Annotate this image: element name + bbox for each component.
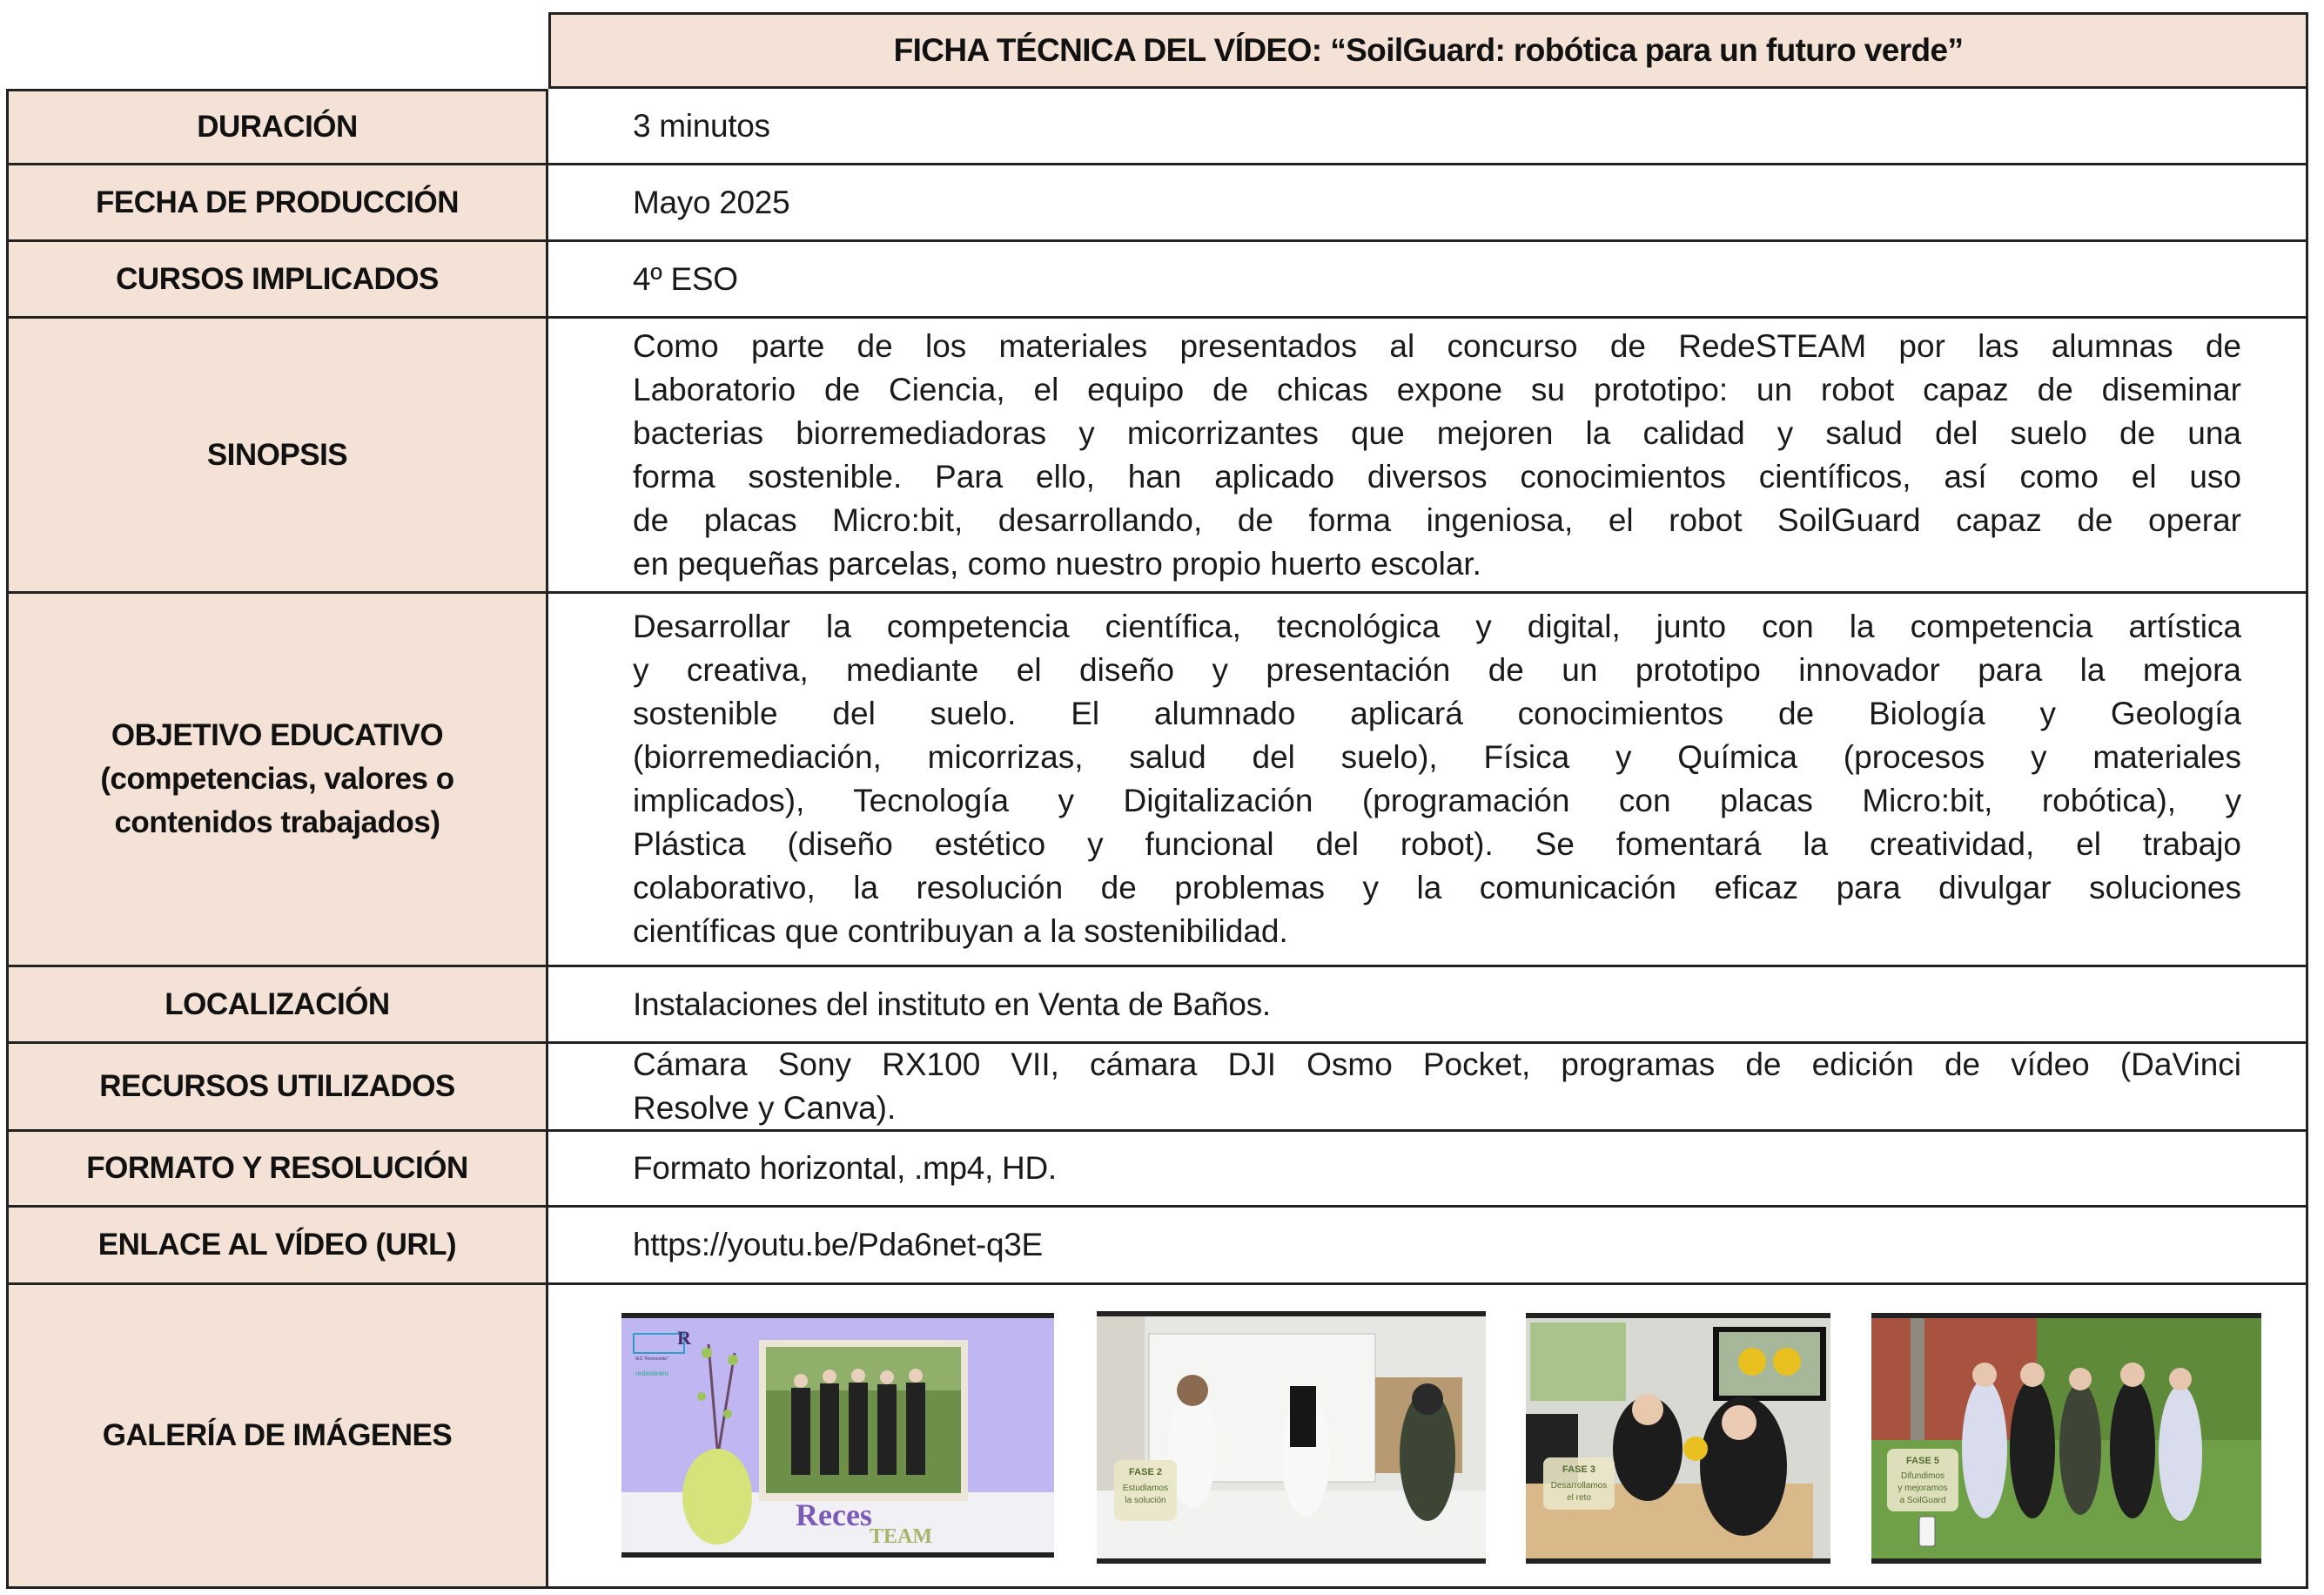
label-text: ENLACE AL VÍDEO (URL) bbox=[97, 1228, 457, 1262]
label-objetivo bbox=[6, 594, 548, 967]
label-galeria bbox=[6, 1285, 548, 1589]
svg-text:R: R bbox=[677, 1327, 691, 1349]
resources-paragraph bbox=[633, 1043, 2241, 1130]
table-title-cell bbox=[548, 12, 2308, 89]
phase-caption: Desarrollamos bbox=[1550, 1481, 1608, 1491]
table-title: FICHA TÉCNICA DEL VÍDEO: “SoilGuard: robótica para un futuro verde” bbox=[893, 32, 1964, 68]
synopsis-line: en pequeñas parcelas, como nuestro propio huerto escolar. bbox=[633, 545, 1481, 582]
label-line: contenidos trabajados) bbox=[114, 805, 440, 839]
label-text: DURACIÓN bbox=[197, 110, 358, 144]
logo-text: IES "Recesvinto" bbox=[635, 1356, 668, 1362]
phase-caption: el reto bbox=[1567, 1493, 1591, 1503]
brand-text: redesteam bbox=[635, 1370, 668, 1377]
synopsis-line: bacterias biorremediadoras y micorrizantes que mejoren la calidad y salud del suelo de una bbox=[633, 414, 2241, 451]
synopsis-line: Laboratorio de Ciencia, el equipo de chicas expone su prototipo: un robot capaz de diseminar bbox=[633, 371, 2241, 407]
outdoor-photo-image bbox=[1871, 1318, 2261, 1558]
objective-line: Desarrollar la competencia científica, tecnológica y digital, junto con la competencia artística bbox=[633, 609, 2241, 644]
label-text: FECHA DE PRODUCCIÓN bbox=[96, 185, 459, 219]
resources-line: Cámara Sony RX100 VII, cámara DJI Osmo Pocket, programas de edición de vídeo (DaVinci bbox=[633, 1047, 2241, 1082]
resources-line: Resolve y Canva). bbox=[633, 1090, 897, 1126]
label-line: (competencias, valores o bbox=[100, 762, 454, 796]
label-text: GALERÍA DE IMÁGENES bbox=[102, 1418, 453, 1452]
value-localizacion bbox=[548, 967, 2308, 1044]
team-photo-image bbox=[621, 1318, 1054, 1552]
gallery-image-1[interactable] bbox=[621, 1313, 1054, 1558]
synopsis-line: Como parte de los materiales presentados al concurso de RedeSTEAM por las alumnas de bbox=[633, 327, 2241, 364]
location-value: Instalaciones del instituto en Venta de Baños. bbox=[633, 986, 1271, 1022]
format-value: Formato horizontal, .mp4, HD. bbox=[633, 1150, 1057, 1186]
value-objetivo bbox=[548, 594, 2308, 967]
value-fecha bbox=[548, 165, 2308, 242]
label-cursos bbox=[6, 242, 548, 319]
objective-line: colaborativo, la resolución de problemas y la comunicación eficaz para divulgar soluciones bbox=[633, 870, 2241, 905]
label-text: CURSOS IMPLICADOS bbox=[116, 261, 439, 296]
phase-caption: Estudiamos bbox=[1122, 1484, 1169, 1493]
objective-line: y creativa, mediante el diseño y presentación de un prototipo innovador para la mejora bbox=[633, 652, 2241, 688]
value-duracion bbox=[548, 89, 2308, 165]
value-enlace bbox=[548, 1208, 2308, 1285]
label-formato bbox=[6, 1132, 548, 1208]
phase-label: FASE 2 bbox=[1129, 1467, 1162, 1477]
video-link[interactable]: https://youtu.be/Pda6net-q3E bbox=[633, 1227, 1043, 1262]
gallery-image-2[interactable] bbox=[1097, 1311, 1486, 1564]
label-duracion bbox=[6, 89, 548, 165]
phase-label: FASE 3 bbox=[1562, 1464, 1595, 1475]
value-cursos bbox=[548, 242, 2308, 319]
label-sinopsis bbox=[6, 319, 548, 594]
synopsis-line: de placas Micro:bit, desarrollando, de forma ingeniosa, el robot SoilGuard capaz de operar bbox=[633, 501, 2241, 538]
synopsis-line: forma sostenible. Para ello, han aplicado diversos conocimientos científicos, así como el uso bbox=[633, 458, 2241, 495]
label-text: SINOPSIS bbox=[206, 437, 348, 472]
label-text: RECURSOS UTILIZADOS bbox=[99, 1069, 455, 1103]
label-text bbox=[100, 714, 453, 845]
phase-caption: la solución bbox=[1125, 1496, 1166, 1505]
label-recursos bbox=[6, 1044, 548, 1132]
value-formato bbox=[548, 1132, 2308, 1208]
label-enlace bbox=[6, 1208, 548, 1285]
value-sinopsis bbox=[548, 319, 2308, 594]
objective-paragraph bbox=[633, 605, 2241, 953]
objective-line: Plástica (diseño estético y funcional del robot). Se fomentará la creatividad, el trabajo bbox=[633, 826, 2241, 862]
phone-icon bbox=[1919, 1517, 1935, 1546]
objective-line: sostenible del suelo. El alumnado aplicará conocimientos de Biología y Geología bbox=[633, 696, 2241, 731]
label-line: OBJETIVO EDUCATIVO bbox=[111, 718, 444, 752]
label-text: LOCALIZACIÓN bbox=[165, 986, 390, 1021]
phase-label: FASE 5 bbox=[1906, 1456, 1939, 1466]
gallery-image-4[interactable] bbox=[1871, 1313, 2261, 1564]
gallery-image-3[interactable] bbox=[1526, 1313, 1830, 1564]
label-localizacion bbox=[6, 967, 548, 1044]
robot-photo-image bbox=[1526, 1318, 1830, 1558]
synopsis-paragraph bbox=[633, 325, 2241, 586]
courses-value: 4º ESO bbox=[633, 260, 738, 297]
phase-caption: Difundimos bbox=[1900, 1471, 1945, 1481]
label-text: FORMATO Y RESOLUCIÓN bbox=[86, 1151, 468, 1185]
lab-photo-image bbox=[1097, 1316, 1486, 1558]
value-recursos bbox=[548, 1044, 2308, 1132]
phase-caption: y mejoramos bbox=[1897, 1484, 1948, 1493]
objective-line: implicados), Tecnología y Digitalización (programación con placas Micro:bit, robótica), y bbox=[633, 783, 2241, 818]
label-fecha bbox=[6, 165, 548, 242]
duration-value: 3 minutos bbox=[633, 107, 770, 144]
objective-line: científicas que contribuyan a la sostenibilidad. bbox=[633, 913, 1288, 949]
objective-line: (biorremediación, micorrizas, salud del suelo), Física y Química (procesos y materiales bbox=[633, 739, 2241, 775]
phase-caption: a SoilGuard bbox=[1899, 1496, 1946, 1505]
title-text-a: Reces bbox=[796, 1497, 872, 1532]
title-text-b: TEAM bbox=[870, 1525, 932, 1548]
production-date-value: Mayo 2025 bbox=[633, 184, 790, 220]
